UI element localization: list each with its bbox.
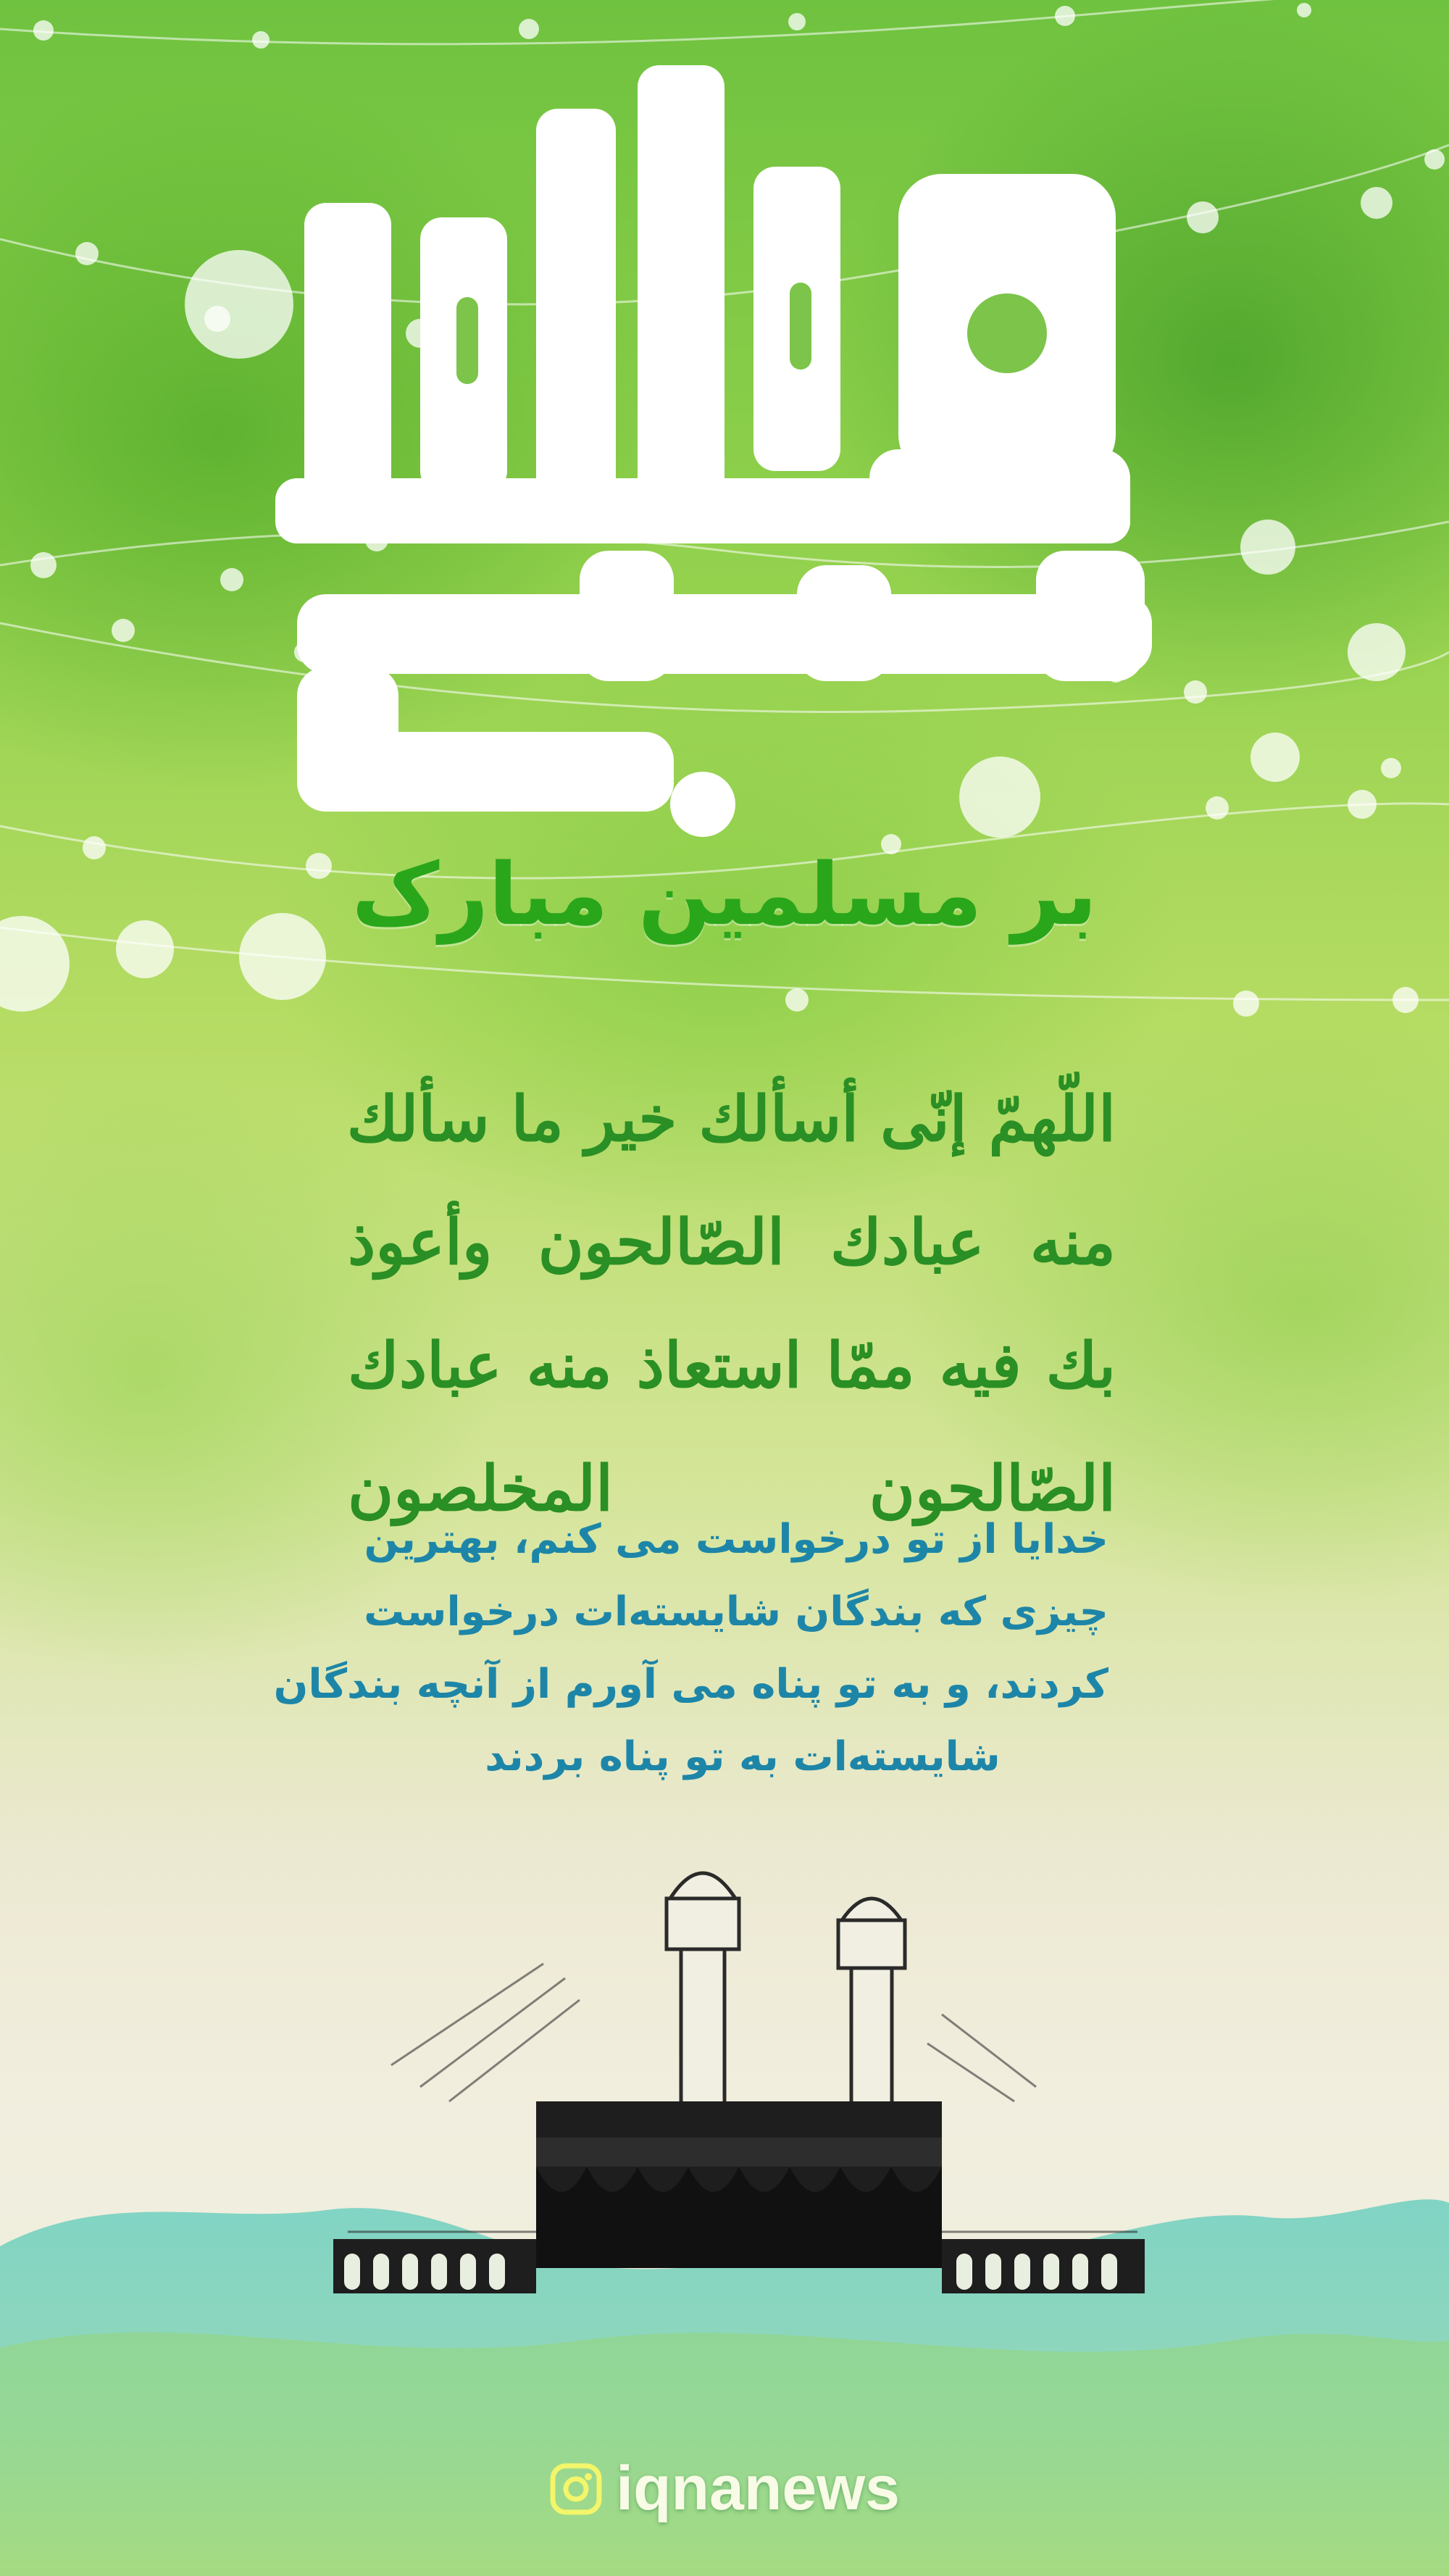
title-text: عید قربان — [695, 493, 754, 511]
instagram-handle[interactable]: iqnanews — [616, 2454, 900, 2523]
instagram-icon — [549, 2462, 603, 2516]
title-calligraphy — [275, 43, 1174, 841]
translation-line: شایسته‌ات به تو پناه بردند — [485, 1733, 1001, 1780]
translation-line: کردند، و به تو پناه می آورم از آنچه بندگان — [273, 1661, 1108, 1708]
social-handle[interactable] — [0, 2453, 1449, 2525]
translation-line: خدایا از تو درخواست می کنم، بهترین — [364, 1516, 1108, 1563]
prayer-line: اللّهمّ إنّی أسألك خیر ما سألك — [346, 1083, 1116, 1156]
prayer-line: منه عبادك الصّالحون وأعوذ — [348, 1206, 1116, 1279]
prayer-line: الصّالحون المخلصون — [348, 1452, 1116, 1525]
persian-translation — [273, 1504, 1108, 1793]
subtitle-greeting: بر مسلمین مبارک — [351, 844, 1098, 944]
prayer-line: بك فیه ممّا استعاذ منه عبادك — [348, 1329, 1116, 1402]
kaaba-illustration — [304, 1826, 1174, 2333]
prayer-text — [348, 1058, 1116, 1551]
translation-line: چیزی که بندگان شایسته‌ات درخواست — [364, 1588, 1108, 1635]
